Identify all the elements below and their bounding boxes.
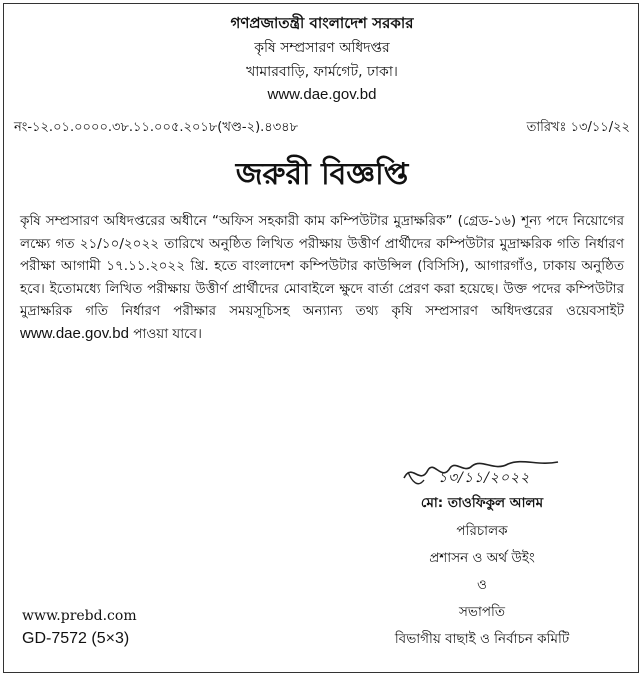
body-text: কৃষি সম্প্রসারণ অধিদপ্তরের অধীনে “অফিস সহকারী কাম কম্পিউটার মুদ্রাক্ষরিক” (গ্রেড-১৬) শূন্য পদে নিয়োগের লক্ষ্যে গত ২১/১০/২০২২ তারিখে অনুষ্ঠিত লিখিত পরীক্ষায় উত্তীর্ণ প্রার্থীদের কম্পিউটার মুদ্রাক্ষরিক গতি নির্ধারণ পরীক্ষা আগামী ১৭.১১.২০২২ খ্রি. হতে বাংলাদেশ কম্পিউটার কাউন্সিল (বিসিসি), আগারগাঁও, ঢাকায় অনুষ্ঠিত হবে। ইতোমধ্যে লিখিত পরীক্ষায় উত্তীর্ণ প্রার্থীদের মোবাইলে ক্ষুদে বার্তা প্রেরণ করা হয়েছে। উক্ত পদের কম্পিউটার মুদ্রাক্ষরিক গতি নির্ধারণ পরীক্ষার সময়সূচিসহ অন্যান্য তথ্য কৃষি সম্প্রসারণ অধিদপ্তরের ওয়েবসাইট [20, 213, 624, 320]
signature-date: ১৩/১১/২০২২ [438, 470, 531, 486]
signatory-name: মো: তাওফিকুল আলম [420, 495, 544, 511]
signatory-conjunction: ও [477, 577, 487, 593]
body-text-end: পাওয়া যাবে। [128, 325, 202, 342]
memo-number: নং-১২.০১.০০০০.৩৮.১১.০০৫.২০১৮(খণ্ড-২).৪৩৪৮ [14, 120, 299, 135]
government-heading: গণপ্রজাতন্ত্রী বাংলাদেশ সরকার [230, 14, 414, 32]
department-name: কৃষি সম্প্রসারণ অধিদপ্তর [254, 40, 390, 56]
ad-code: GD-7572 (5×3) [22, 630, 130, 647]
body-website-link: www.dae.gov.bd [20, 324, 129, 342]
signatory-committee: বিভাগীয় বাছাই ও নির্বাচন কমিটি [394, 631, 570, 647]
header-website: www.dae.gov.bd [267, 86, 377, 103]
signatory-designation: পরিচালক [456, 523, 508, 539]
notice-title: জরুরী বিজ্ঞপ্তি [235, 157, 409, 192]
signatory-role: সভাপতি [458, 604, 506, 620]
signatory-wing: প্রশাসন ও অর্থ উইং [429, 550, 535, 566]
office-address: খামারবাড়ি, ফার্মগেট, ঢাকা। [246, 64, 398, 80]
notice-body [20, 210, 624, 346]
watermark-website: www.prebd.com [22, 608, 137, 624]
notice-date: তারিখঃ ১৩/১১/২২ [526, 120, 630, 135]
